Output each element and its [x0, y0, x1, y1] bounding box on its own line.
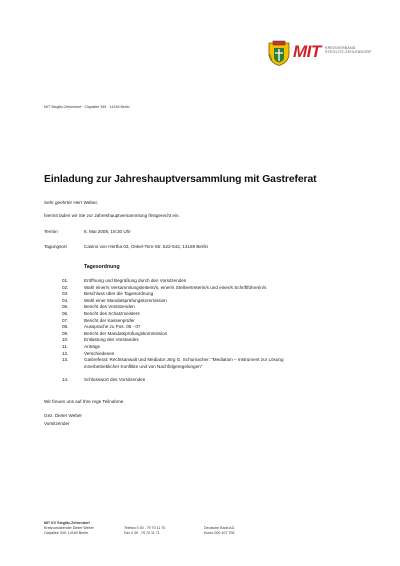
agenda-text: Verschiedenes [84, 350, 115, 356]
agenda-number: 10. [62, 337, 69, 343]
agenda-item [62, 357, 362, 377]
footer-bank-name: Deutsche Bank AG [204, 526, 235, 531]
agenda-heading: Tagesordnung [84, 264, 120, 270]
footer-address [44, 521, 94, 537]
agenda-number: 12. [62, 350, 69, 356]
signature-name: Gez. Dieter Weber [44, 413, 82, 418]
footer-contact [124, 526, 165, 536]
agenda-item [62, 291, 362, 298]
intro-text: hiermit laden wir Sie zur Jahreshauptversammlung fristgerecht ein. [44, 213, 180, 218]
footer-account: Konto 000 107 706 [204, 531, 235, 536]
coat-of-arms-icon [268, 40, 290, 66]
agenda-number: 02. [62, 284, 69, 290]
agenda-text: Entlastung des Vorstandes [84, 337, 139, 343]
closing-text: Wir freuen uns auf Ihre rege Teilnahme. [44, 399, 125, 404]
agenda-number: 08. [62, 324, 69, 330]
tagungsort-label: Tagungsort [44, 244, 67, 249]
agenda-number: 14. [62, 376, 69, 382]
agenda-item [62, 331, 362, 338]
mit-logo [268, 40, 378, 66]
agenda-text: Bericht des Vorsitzenden [84, 304, 135, 310]
agenda-list [62, 278, 362, 384]
agenda-number: 01. [62, 278, 69, 283]
footer-chair: Kreisvorsitzender Dieter Weber [44, 526, 94, 531]
sender-address-line: MIT Steglitz-Zehlendorf · Clayallee 349 · 14169 Berlin [44, 105, 130, 109]
agenda-number: 11. [62, 343, 69, 349]
agenda-item [62, 377, 362, 384]
footer-bank [204, 526, 234, 536]
agenda-item [62, 351, 362, 358]
logo-subtitle [325, 46, 372, 55]
agenda-number: 13. [62, 357, 69, 363]
agenda-number: 05. [62, 304, 69, 310]
agenda-text: Bericht der Kassenprüfer [84, 317, 135, 323]
agenda-item [62, 304, 362, 311]
tagungsort-value: Casino von Hertha 03, Onkel-Tom-Str. 522-542, 14169 Berlin [84, 244, 209, 249]
logo-subtitle-line1: KREISVERBAND [325, 46, 356, 50]
agenda-text: Aussprache zu Pos. 05 - 07 [84, 324, 141, 330]
agenda-text-continued: innerbetrieblicher Konflikte und von Nachfolgeregelungen" [84, 363, 203, 369]
footer-phone: Telefon 0 30 . 79 70 11 70 [124, 526, 166, 531]
agenda-item [62, 311, 362, 318]
footer-org-name: MIT KV Steglitz-Zehlendorf [44, 521, 90, 525]
logo-subtitle-line2: STEGLITZ-ZEHLENDORF [325, 50, 372, 55]
termin-value: 8. Mai 2008, 19:30 Uhr [84, 229, 131, 234]
agenda-text: Wahl einer/s Versammlungsleiterin/s, einer/s Stellvertreterin/s und einer/s Schriftführerin/s [84, 284, 267, 290]
agenda-number: 03. [62, 291, 69, 297]
agenda-item [62, 337, 362, 344]
agenda-text: Anträge [84, 343, 101, 349]
agenda-number: 09. [62, 330, 69, 336]
agenda-item [62, 298, 362, 305]
mit-wordmark: MIT [293, 42, 321, 61]
signature-title: Vorsitzender [44, 421, 70, 426]
agenda-item [62, 318, 362, 325]
footer-fax: Fax 0 30 . 79 70 11 71 [124, 531, 160, 536]
agenda-item [62, 285, 362, 292]
agenda-number: 06. [62, 310, 69, 316]
termin-label: Termin [44, 229, 58, 234]
agenda-text: Bericht der Mandatsprüfungskommission [84, 330, 168, 336]
agenda-text: Beschluss über die Tagesordnung [84, 291, 154, 297]
footer-street: Clayallee 349, 14169 Berlin [44, 531, 88, 536]
agenda-item [62, 344, 362, 351]
agenda-item [62, 324, 362, 331]
agenda-text: Wahl einer Mandatsprüfungskommission [84, 297, 167, 303]
agenda-text: Eröffnung und Begrüßung durch den Vorsitzenden [84, 278, 187, 283]
agenda-number: 07. [62, 317, 69, 323]
agenda-item [62, 278, 362, 285]
agenda-number: 04. [62, 297, 69, 303]
salutation: Sehr geehrter Herr Weber, [44, 200, 99, 205]
agenda-text: Schlusswort des Vorsitzenden [84, 376, 146, 382]
document-title: Einladung zur Jahreshauptversammlung mit Gastreferat [44, 174, 317, 185]
agenda-text: Gastreferat: Rechtsanwalt und Mediator Jörg G. Schumacher: "Mediation – Instrument zur Lösung [84, 357, 284, 363]
agenda-text: Bericht des Schatzmeisters [84, 310, 140, 316]
